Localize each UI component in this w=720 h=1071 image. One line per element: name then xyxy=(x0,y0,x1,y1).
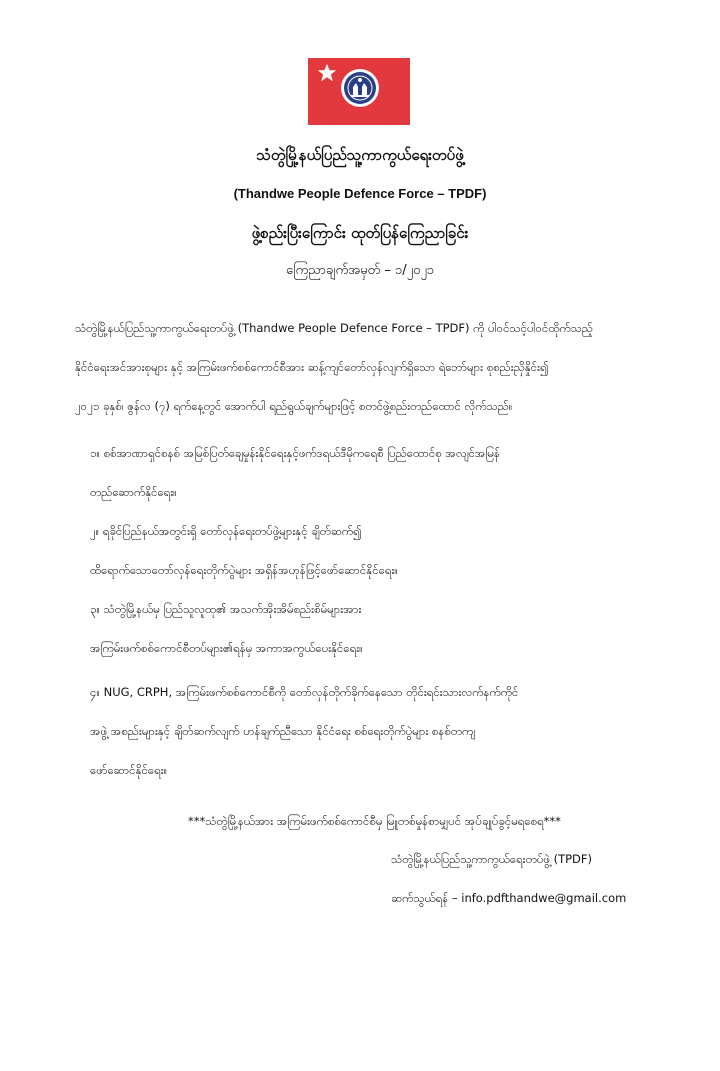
objective-line: အဖွဲ့ အစည်းများနှင့် ချိတ်ဆက်လျက် ဟန်ချက်ညီသော နိုင်ငံရေး စစ်ရေးတိုက်ပွဲများ စနစ်တကျ xyxy=(90,724,476,738)
objective-line: တည်ဆောက်နိုင်ရေး။ xyxy=(90,485,177,499)
intro-line: သံတွဲမြို့နယ်ပြည်သူ့ကာကွယ်ရေးတပ်ဖွဲ့ (Thandwe People Defence Force – TPDF) ကို ပါဝင်သင့်ပါဝင်ထိုက်သည့် xyxy=(75,321,593,335)
contact-email: ဆက်သွယ်ရန် – info.pdfthandwe@gmail.com xyxy=(391,891,627,905)
star-icon xyxy=(316,62,338,84)
organization-name-english: (Thandwe People Defence Force – TPDF) xyxy=(233,186,487,201)
objective-line: ၃။ သံတွဲမြို့နယ်မှ ပြည်သူလူထု၏ အသက်အိုးအိမ်စည်းစိမ်များအား xyxy=(90,602,362,616)
announcement-number: ကြေညာချက်အမှတ် – ၁/၂၀၂၁ xyxy=(285,263,435,278)
tpdf-seal-icon xyxy=(340,68,380,108)
signature: သံတွဲမြို့နယ်ပြည်သူ့ကာကွယ်ရေးတပ်ဖွဲ့ (TPDF) xyxy=(391,852,592,866)
intro-line: ၂၀၂၁ ခုနှစ်၊ ဇွန်လ (၇) ရက်နေ့တွင် အောက်ပါ ရည်ရွယ်ချက်များဖြင့် စတင်ဖွဲ့စည်းတည်ထောင် လိုက်သည်။ xyxy=(75,399,513,413)
objective-line: ၂။ ရခိုင်ပြည်နယ်အတွင်းရှိ တော်လှန်ရေးတပ်ဖွဲ့များနှင့် ချိတ်ဆက်၍ xyxy=(90,524,362,538)
objective-line: အကြမ်းဖက်စစ်ကောင်စီတပ်များ၏ရန်မှ အကာအကွယ်ပေးနိုင်ရေး။ xyxy=(90,641,363,655)
tpdf-flag-icon xyxy=(308,58,410,125)
objective-line: ၄။ NUG, CRPH, အကြမ်းဖက်စစ်ကောင်စီကို တော်လှန်တိုက်ခိုက်နေသော တိုင်းရင်းသားလက်နက်ကိုင် xyxy=(90,685,519,699)
document-subject: ဖွဲ့စည်းပြီးကြောင်း ထုတ်ပြန်ကြေညာခြင်း xyxy=(251,224,469,242)
objective-line: ၁။ စစ်အာဏာရှင်စနစ် အမြစ်ပြတ်ချေမှုန်းနိုင်ရေးနှင့်ဖက်ဒရယ်ဒီမိုကရေစီ ပြည်ထောင်စု အလျင်အမြန် xyxy=(90,446,500,460)
organization-name: သံတွဲမြို့နယ်ပြည်သူ့ကာကွယ်ရေးတပ်ဖွဲ့ xyxy=(256,146,464,164)
objective-line: ဖော်ဆောင်နိုင်ရေး။ xyxy=(90,763,168,777)
objective-line: ထိရောက်သောတော်လှန်ရေးတိုက်ပွဲများ အရှိန်အဟုန်ဖြင့်ဖော်ဆောင်နိုင်ရေး။ xyxy=(90,563,398,577)
intro-line: နိုင်ငံရေးအင်အားစုများ နှင့် အကြမ်းဖက်စစ်ကောင်စီအား ဆန့်ကျင်တော်လှန်လျက်ရှိသော ရဲဘော်များ စုစည်းညှိနှိုင်း၍ xyxy=(75,360,549,374)
motto: ***သံတွဲမြို့နယ်အား အကြမ်းဖက်စစ်ကောင်စီမှ မြူတစ်မှုန်စာမျှပင် အုပ်ချုပ်ခွင့်မရစေရ*** xyxy=(188,814,561,828)
